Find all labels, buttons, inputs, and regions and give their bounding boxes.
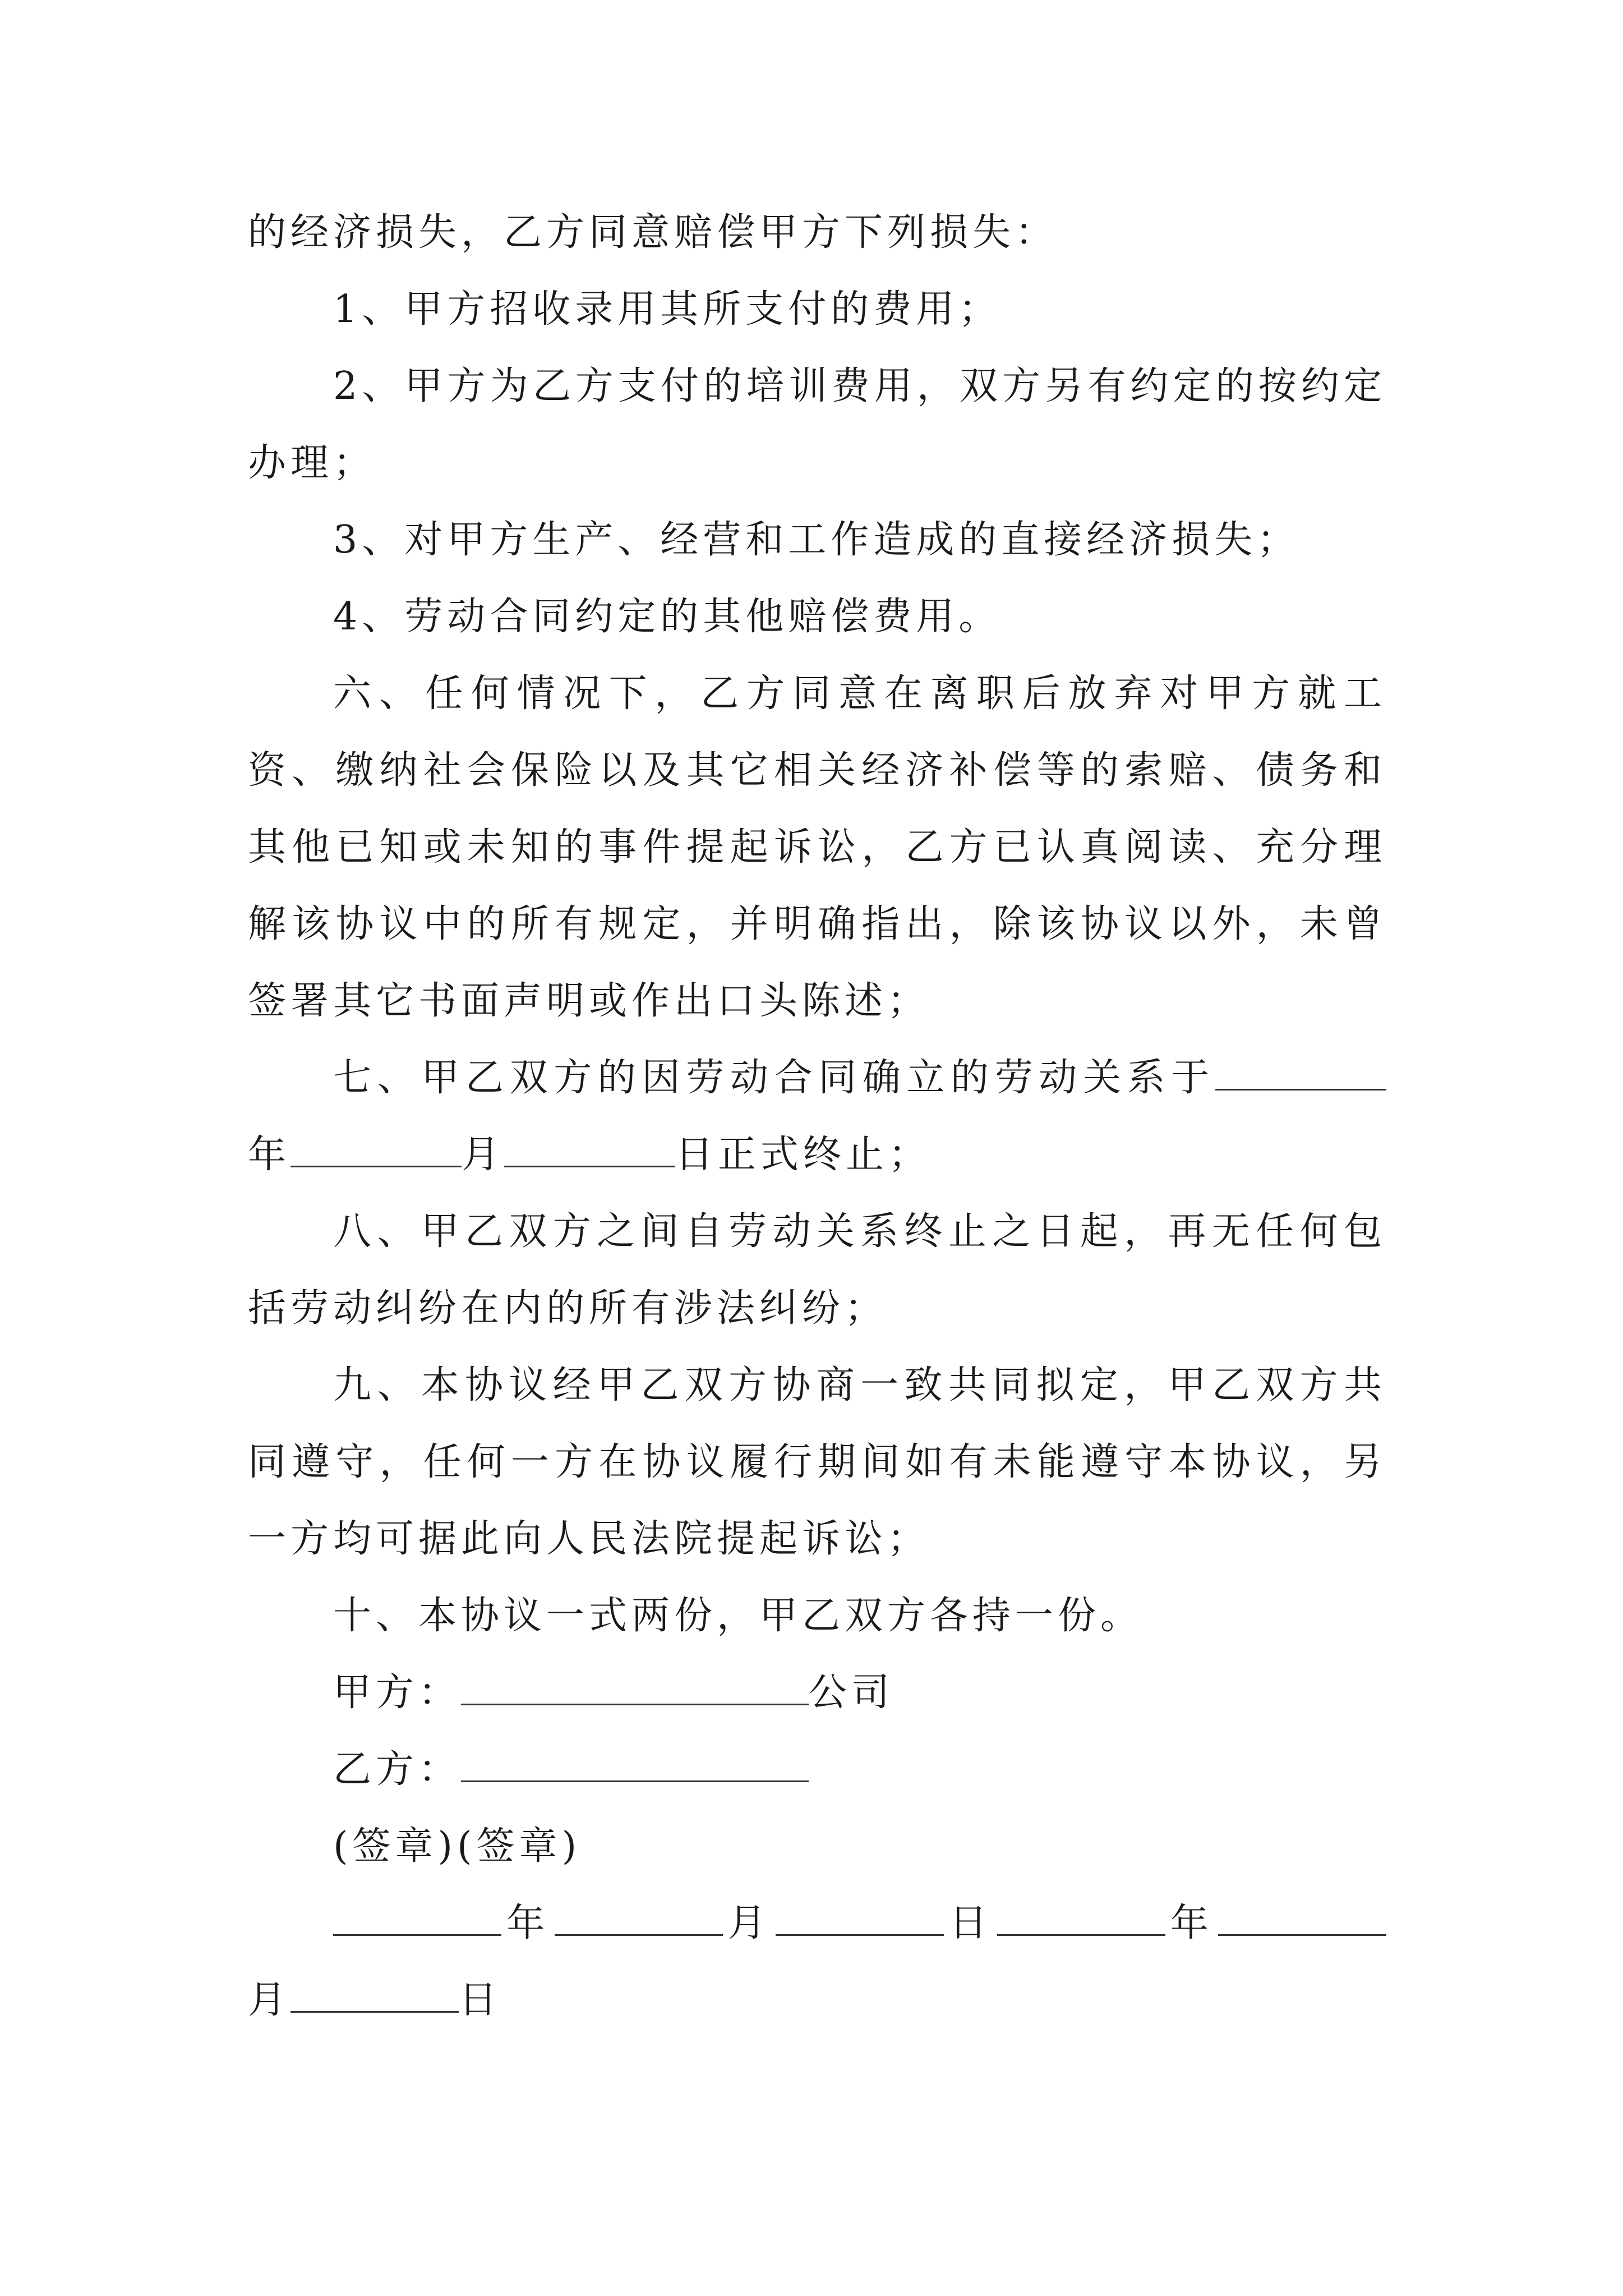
list-item-2: 2、甲方为乙方支付的培训费用，双方另有约定的按约定办理；: [248, 364, 1386, 485]
list-item-1: 1、甲方招收录用其所支付的费用；: [333, 287, 1002, 332]
clause-9: 九、本协议经甲乙双方协商一致共同拟定，甲乙双方共同遵守，任何一方在协议履行期间如有未能遵守本协议，另一方均可据此向人民法院提起诉讼；: [248, 1363, 1386, 1561]
party-a-label: 甲方：: [333, 1671, 462, 1715]
termination-year-blank-start[interactable]: [1215, 1055, 1386, 1091]
month-label: 月: [462, 1133, 505, 1177]
party-a-suffix: 公司: [809, 1671, 895, 1715]
party-b-line: [248, 1731, 1386, 1808]
date-month-label: 月: [722, 1901, 776, 1945]
date-line-2: [248, 1962, 1386, 2039]
seal-line: (签章)(签章): [333, 1824, 582, 1869]
clause-7-line1: [248, 1039, 1386, 1116]
party-a-line: [248, 1654, 1386, 1731]
clause-7-end: 日正式终止；: [675, 1133, 932, 1177]
year-label: 年: [248, 1133, 291, 1177]
party-a-blank[interactable]: [461, 1670, 809, 1705]
document-body: [248, 194, 1386, 2039]
date-day-label: 日: [944, 1901, 997, 1945]
date-day-label-2: 日: [459, 1978, 502, 2022]
date-month-label-2: 月: [248, 1978, 291, 2022]
date-b-day-blank[interactable]: [291, 1977, 459, 2013]
list-item-4: 4、劳动合同约定的其他赔偿费用。: [333, 595, 1002, 639]
termination-day-blank[interactable]: [504, 1132, 675, 1167]
clause-8: 八、甲乙双方之间自劳动关系终止之日起，再无任何包括劳动纠纷在内的所有涉法纠纷；: [248, 1209, 1386, 1331]
date-line-1: [248, 1885, 1386, 1962]
clause-6: 六、任何情况下，乙方同意在离职后放弃对甲方就工资、缴纳社会保险以及其它相关经济补偿等的索赔、债务和其他已知或未知的事件提起诉讼，乙方已认真阅读、充分理解该协议中的所有规定，并明确指出，除该协议以外，未曾签署其它书面声明或作出口头陈述；: [248, 671, 1386, 1023]
list-item-3: 3、对甲方生产、经营和工作造成的直接经济损失；: [333, 518, 1300, 562]
party-b-label: 乙方：: [333, 1747, 462, 1792]
clause-10: 十、本协议一式两份，甲乙双方各持一份。: [333, 1594, 1144, 1638]
date-a-month-blank[interactable]: [555, 1901, 723, 1936]
termination-month-blank[interactable]: [291, 1132, 462, 1167]
date-b-month-blank-start[interactable]: [1218, 1901, 1386, 1936]
date-b-year-blank[interactable]: [997, 1901, 1165, 1936]
date-a-year-blank[interactable]: [333, 1901, 501, 1936]
date-year-label: 年: [501, 1901, 555, 1945]
clause-7-text: 七、甲乙双方的因劳动合同确立的劳动关系于: [333, 1056, 1215, 1100]
clause-7-line2: [248, 1116, 1386, 1193]
date-year-label-2: 年: [1165, 1901, 1218, 1945]
date-a-day-blank[interactable]: [776, 1901, 944, 1936]
party-b-blank[interactable]: [461, 1747, 809, 1782]
paragraph-continuation: 的经济损失，乙方同意赔偿甲方下列损失：: [248, 210, 1058, 255]
